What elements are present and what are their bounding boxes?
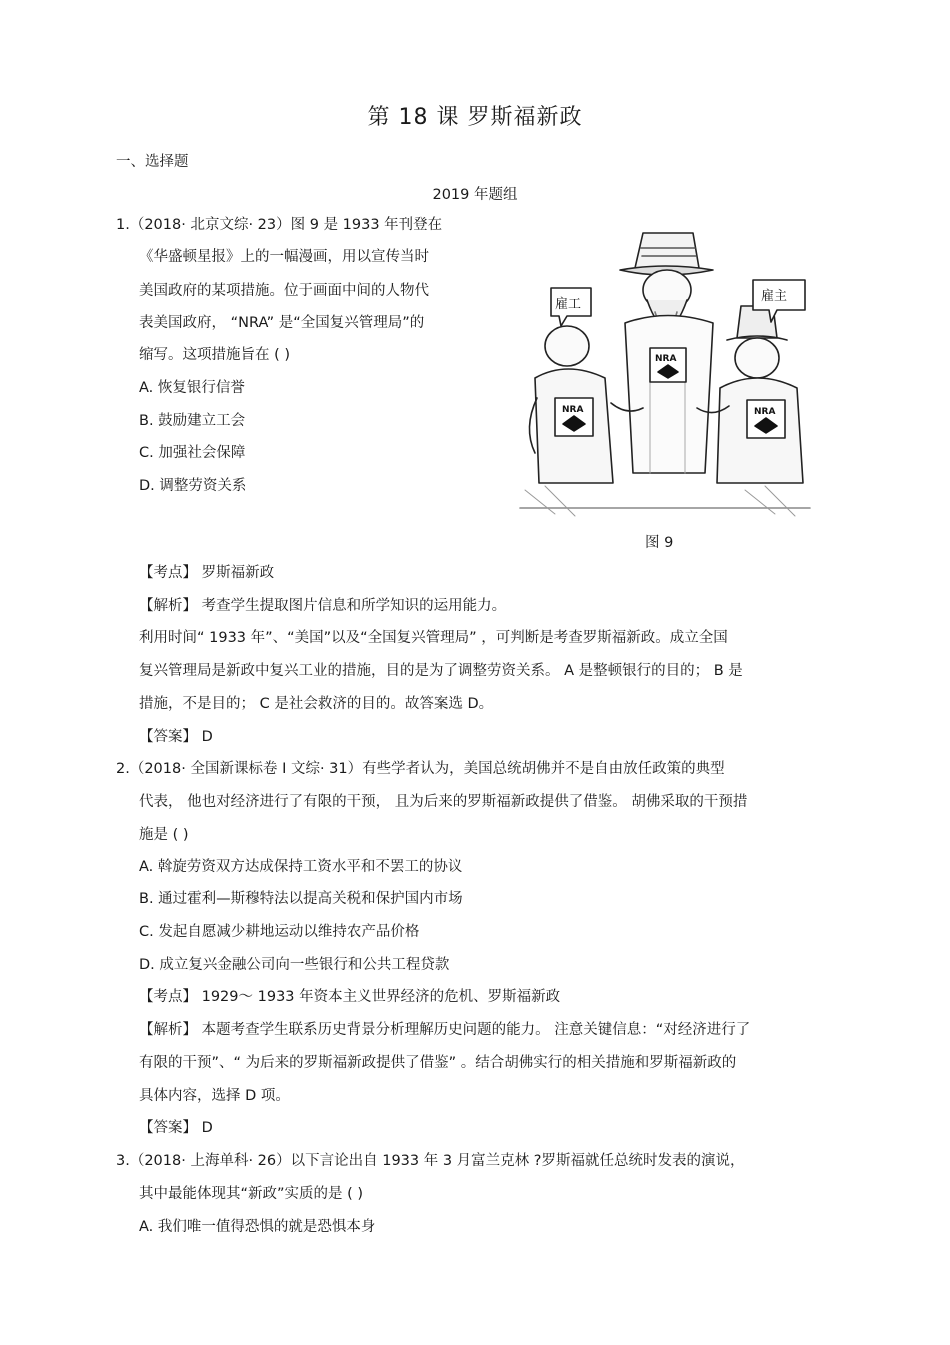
- q2-analysis-line-3: 具体内容，选择 D 项。: [139, 1088, 290, 1104]
- q2-option-a: A. 斡旋劳资双方达成保持工资水平和不罢工的协议: [139, 859, 463, 875]
- q2-stem-line-3: 施是 ( ): [139, 827, 189, 843]
- q3-option-a: A. 我们唯一值得恐惧的就是恐惧本身: [139, 1219, 376, 1235]
- q1-stem-line-5: 缩写。这项措施旨在 ( ): [139, 347, 291, 363]
- nra-badge-center: NRA: [655, 354, 677, 364]
- group-heading: 2019 年题组: [432, 187, 518, 203]
- q2-option-b: B. 通过霍利—斯穆特法以提高关税和保护国内市场: [139, 891, 463, 907]
- q3-stem-line-2: 其中最能体现其“新政”实质的是 ( ): [139, 1186, 364, 1202]
- q1-option-b: B. 鼓励建立工会: [139, 413, 246, 429]
- q1-option-d: D. 调整劳资关系: [139, 478, 247, 494]
- q2-stem-line-2: 代表， 他也对经济进行了有限的干预， 且为后来的罗斯福新政提供了借鉴。 胡佛采取的干预措: [139, 794, 748, 810]
- q1-option-c: C. 加强社会保障: [139, 445, 246, 461]
- q1-answer: 【答案】 D: [139, 729, 213, 745]
- q1-point: 【考点】 罗斯福新政: [139, 565, 275, 581]
- nra-badge-right: NRA: [754, 407, 776, 417]
- cartoon-figure: [515, 228, 815, 520]
- q2-stem-line-1: 2.（2018· 全国新课标卷 Ⅰ 文综· 31）有些学者认为，美国总统胡佛并不是自由放任政策的典型: [116, 761, 725, 777]
- cartoon-label-worker: 雇工: [555, 297, 582, 312]
- q1-stem-line-1: 1.（2018· 北京文综· 23）图 9 是 1933 年刊登在: [116, 217, 443, 233]
- q2-analysis-line-1: 【解析】 本题考查学生联系历史背景分析理解历史问题的能力。 注意关键信息：“对经济进行了: [139, 1022, 751, 1038]
- q1-option-a: A. 恢复银行信誉: [139, 380, 245, 396]
- q1-stem-line-3: 美国政府的某项措施。位于画面中间的人物代: [139, 283, 429, 299]
- figure-caption: 图 9: [645, 535, 674, 551]
- q1-analysis-line-1: 【解析】 考查学生提取图片信息和所学知识的运用能力。: [139, 598, 507, 614]
- q2-point: 【考点】 1929～ 1933 年资本主义世界经济的危机、罗斯福新政: [139, 989, 561, 1005]
- q1-stem-line-2: 《华盛顿星报》上的一幅漫画，用以宣传当时: [139, 249, 429, 265]
- q2-option-d: D. 成立复兴金融公司向一些银行和公共工程贷款: [139, 957, 450, 973]
- q1-analysis-line-2: 利用时间“ 1933 年”、“美国”以及“全国复兴管理局” ，可判断是考查罗斯福新政。成立全国: [139, 630, 728, 646]
- q1-analysis-line-4: 措施，不是目的； C 是社会救济的目的。故答案选 D。: [139, 696, 494, 712]
- cartoon-label-employer: 雇主: [761, 289, 788, 304]
- nra-badge-left: NRA: [562, 405, 584, 415]
- q1-stem-line-4: 表美国政府， “NRA” 是“全国复兴管理局”的: [139, 315, 425, 331]
- page-title: 第 18 课 罗斯福新政: [367, 105, 583, 130]
- q3-stem-line-1: 3.（2018· 上海单科· 26）以下言论出自 1933 年 3 月富兰克林 ?罗斯福就任总统时发表的演说，: [116, 1153, 745, 1169]
- q2-option-c: C. 发起自愿减少耕地运动以维持农产品价格: [139, 924, 420, 940]
- q1-analysis-line-3: 复兴管理局是新政中复兴工业的措施，目的是为了调整劳资关系。 A 是整顿银行的目的； B 是: [139, 663, 743, 679]
- q2-analysis-line-2: 有限的干预”、“ 为后来的罗斯福新政提供了借鉴” 。结合胡佛实行的相关措施和罗斯福新政的: [139, 1055, 737, 1071]
- q2-answer: 【答案】 D: [139, 1120, 213, 1136]
- section-heading: 一、选择题: [116, 154, 189, 170]
